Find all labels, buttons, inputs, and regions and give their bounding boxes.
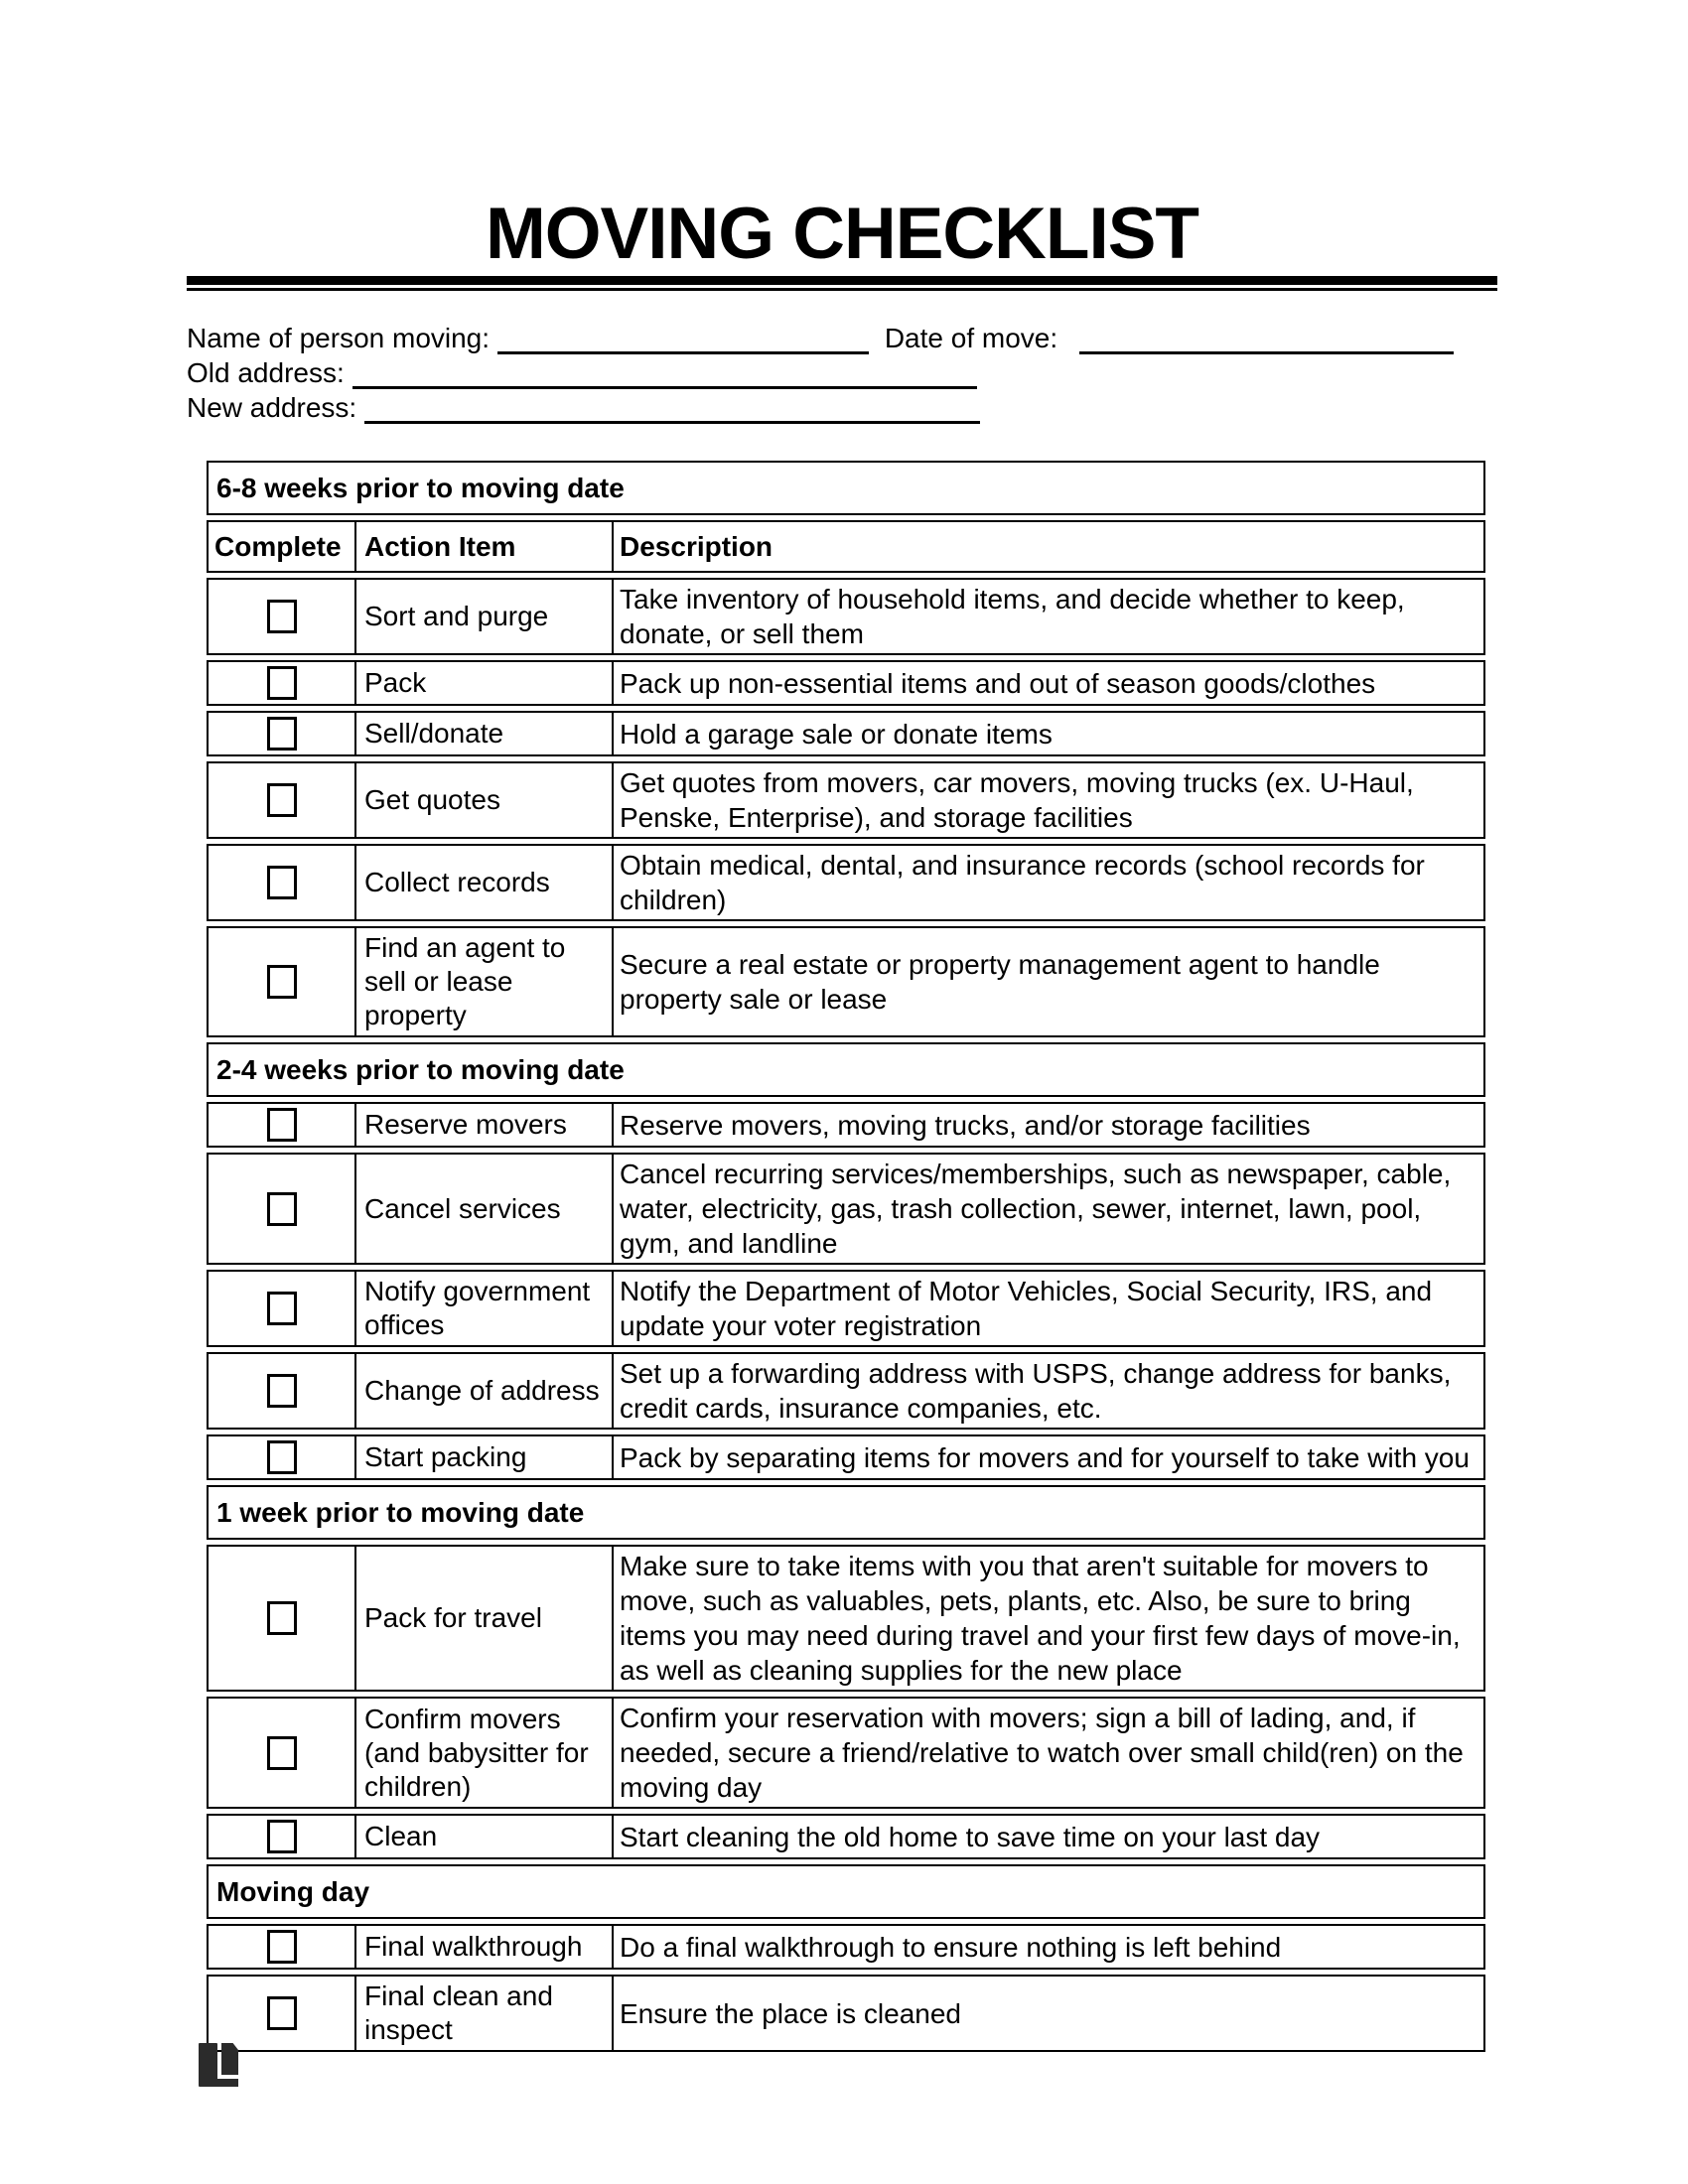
description-cell: Confirm your reservation with movers; sign a bill of lading, and, if needed, secure a friend/relative to watch over small child(ren) on the moving day	[620, 1703, 1464, 1803]
complete-checkbox[interactable]	[267, 1601, 297, 1635]
checklist-table	[207, 461, 1485, 2052]
table-row	[207, 1270, 1485, 1347]
old-address-label: Old address:	[187, 357, 345, 388]
table-row	[207, 761, 1485, 839]
description-cell: Secure a real estate or property management agent to handle property sale or lease	[620, 949, 1380, 1015]
description-cell: Notify the Department of Motor Vehicles, Social Security, IRS, and update your voter registration	[620, 1276, 1433, 1341]
complete-checkbox[interactable]	[267, 1736, 297, 1770]
section-header-2-4-weeks: 2-4 weeks prior to moving date	[207, 1042, 1485, 1097]
complete-checkbox[interactable]	[267, 600, 297, 633]
action-item-cell: Change of address	[356, 1354, 614, 1428]
complete-checkbox[interactable]	[267, 1374, 297, 1408]
description-cell: Pack by separating items for movers and for yourself to take with you	[620, 1441, 1470, 1473]
action-item-cell: Collect records	[356, 846, 614, 919]
action-item-cell: Get quotes	[356, 763, 614, 837]
table-row	[207, 1153, 1485, 1265]
description-cell: Take inventory of household items, and decide whether to keep, donate, or sell them	[620, 584, 1405, 649]
description-cell: Reserve movers, moving trucks, and/or storage facilities	[620, 1109, 1311, 1141]
action-item-cell: Sort and purge	[356, 580, 614, 653]
date-of-move-label: Date of move:	[884, 323, 1058, 353]
description-cell: Hold a garage sale or donate items	[620, 718, 1053, 750]
action-item-cell: Clean	[356, 1816, 614, 1857]
complete-checkbox[interactable]	[267, 1820, 297, 1853]
action-item-cell: Notify government offices	[356, 1272, 614, 1345]
section-header-6-8-weeks: 6-8 weeks prior to moving date	[207, 461, 1485, 515]
table-row	[207, 578, 1485, 655]
description-cell: Set up a forwarding address with USPS, change address for banks, credit cards, insurance companies, etc.	[620, 1358, 1452, 1424]
description-cell: Obtain medical, dental, and insurance records (school records for children)	[620, 850, 1425, 915]
complete-checkbox[interactable]	[267, 1930, 297, 1964]
new-address-field[interactable]	[364, 401, 980, 424]
complete-checkbox[interactable]	[267, 866, 297, 899]
section-header-1-week: 1 week prior to moving date	[207, 1485, 1485, 1540]
complete-checkbox[interactable]	[267, 965, 297, 999]
description-cell: Make sure to take items with you that aren't suitable for movers to move, such as valuables, pets, plants, etc. Also, be sure to bring items you may need during travel and your first few days of move-in, as well as cleaning supplies for the new place	[620, 1551, 1461, 1686]
action-item-cell: Final walkthrough	[356, 1926, 614, 1968]
table-row	[207, 844, 1485, 921]
new-address-label: New address:	[187, 392, 357, 423]
complete-checkbox[interactable]	[267, 783, 297, 817]
complete-checkbox[interactable]	[267, 1292, 297, 1325]
description-cell: Cancel recurring services/memberships, such as newspaper, cable, water, electricity, gas, trash collection, sewer, internet, lawn, pool, gym, and landline	[620, 1159, 1452, 1259]
action-item-cell: Pack	[356, 662, 614, 704]
action-item-cell: Cancel services	[356, 1155, 614, 1263]
table-row	[207, 1352, 1485, 1430]
action-item-cell: Final clean and inspect	[356, 1977, 614, 2050]
complete-checkbox[interactable]	[267, 1996, 297, 2030]
complete-checkbox[interactable]	[267, 666, 297, 700]
table-row	[207, 711, 1485, 756]
complete-checkbox[interactable]	[267, 1192, 297, 1226]
name-of-person-moving-label: Name of person moving:	[187, 323, 491, 353]
title-divider-thin	[187, 288, 1497, 291]
action-item-cell: Reserve movers	[356, 1104, 614, 1146]
description-cell: Do a final walkthrough to ensure nothing is left behind	[620, 1931, 1282, 1963]
action-item-cell: Pack for travel	[356, 1547, 614, 1690]
description-cell: Get quotes from movers, car movers, moving trucks (ex. U-Haul, Penske, Enterprise), and storage facilities	[620, 767, 1414, 833]
description-cell: Pack up non-essential items and out of season goods/clothes	[620, 667, 1376, 699]
action-item-cell: Confirm movers (and babysitter for children)	[356, 1699, 614, 1807]
column-header-action-item: Action Item	[356, 522, 614, 571]
table-row	[207, 1814, 1485, 1859]
complete-checkbox[interactable]	[267, 717, 297, 751]
legal-templates-logo-icon	[199, 2043, 238, 2087]
action-item-cell: Find an agent to sell or lease property	[356, 928, 614, 1035]
description-cell: Ensure the place is cleaned	[620, 1997, 961, 2029]
old-address-field[interactable]	[352, 366, 977, 389]
page-title: MOVING CHECKLIST	[485, 194, 1199, 274]
table-row	[207, 660, 1485, 706]
complete-checkbox[interactable]	[267, 1108, 297, 1142]
action-item-cell: Start packing	[356, 1436, 614, 1478]
table-row	[207, 1975, 1485, 2052]
description-cell: Start cleaning the old home to save time on your last day	[620, 1821, 1321, 1852]
table-row	[207, 1102, 1485, 1148]
table-row	[207, 926, 1485, 1037]
date-of-move-field[interactable]	[1079, 332, 1454, 354]
name-of-person-moving-field[interactable]	[497, 332, 869, 354]
column-header-row	[207, 520, 1485, 573]
section-header-moving-day: Moving day	[207, 1864, 1485, 1919]
column-header-description: Description	[620, 531, 774, 562]
table-row	[207, 1697, 1485, 1809]
header-form	[187, 321, 1497, 425]
column-header-complete: Complete	[209, 522, 356, 571]
table-row	[207, 1545, 1485, 1692]
complete-checkbox[interactable]	[267, 1440, 297, 1474]
table-row	[207, 1434, 1485, 1480]
action-item-cell: Sell/donate	[356, 713, 614, 754]
title-divider-thick	[187, 276, 1497, 285]
table-row	[207, 1924, 1485, 1970]
